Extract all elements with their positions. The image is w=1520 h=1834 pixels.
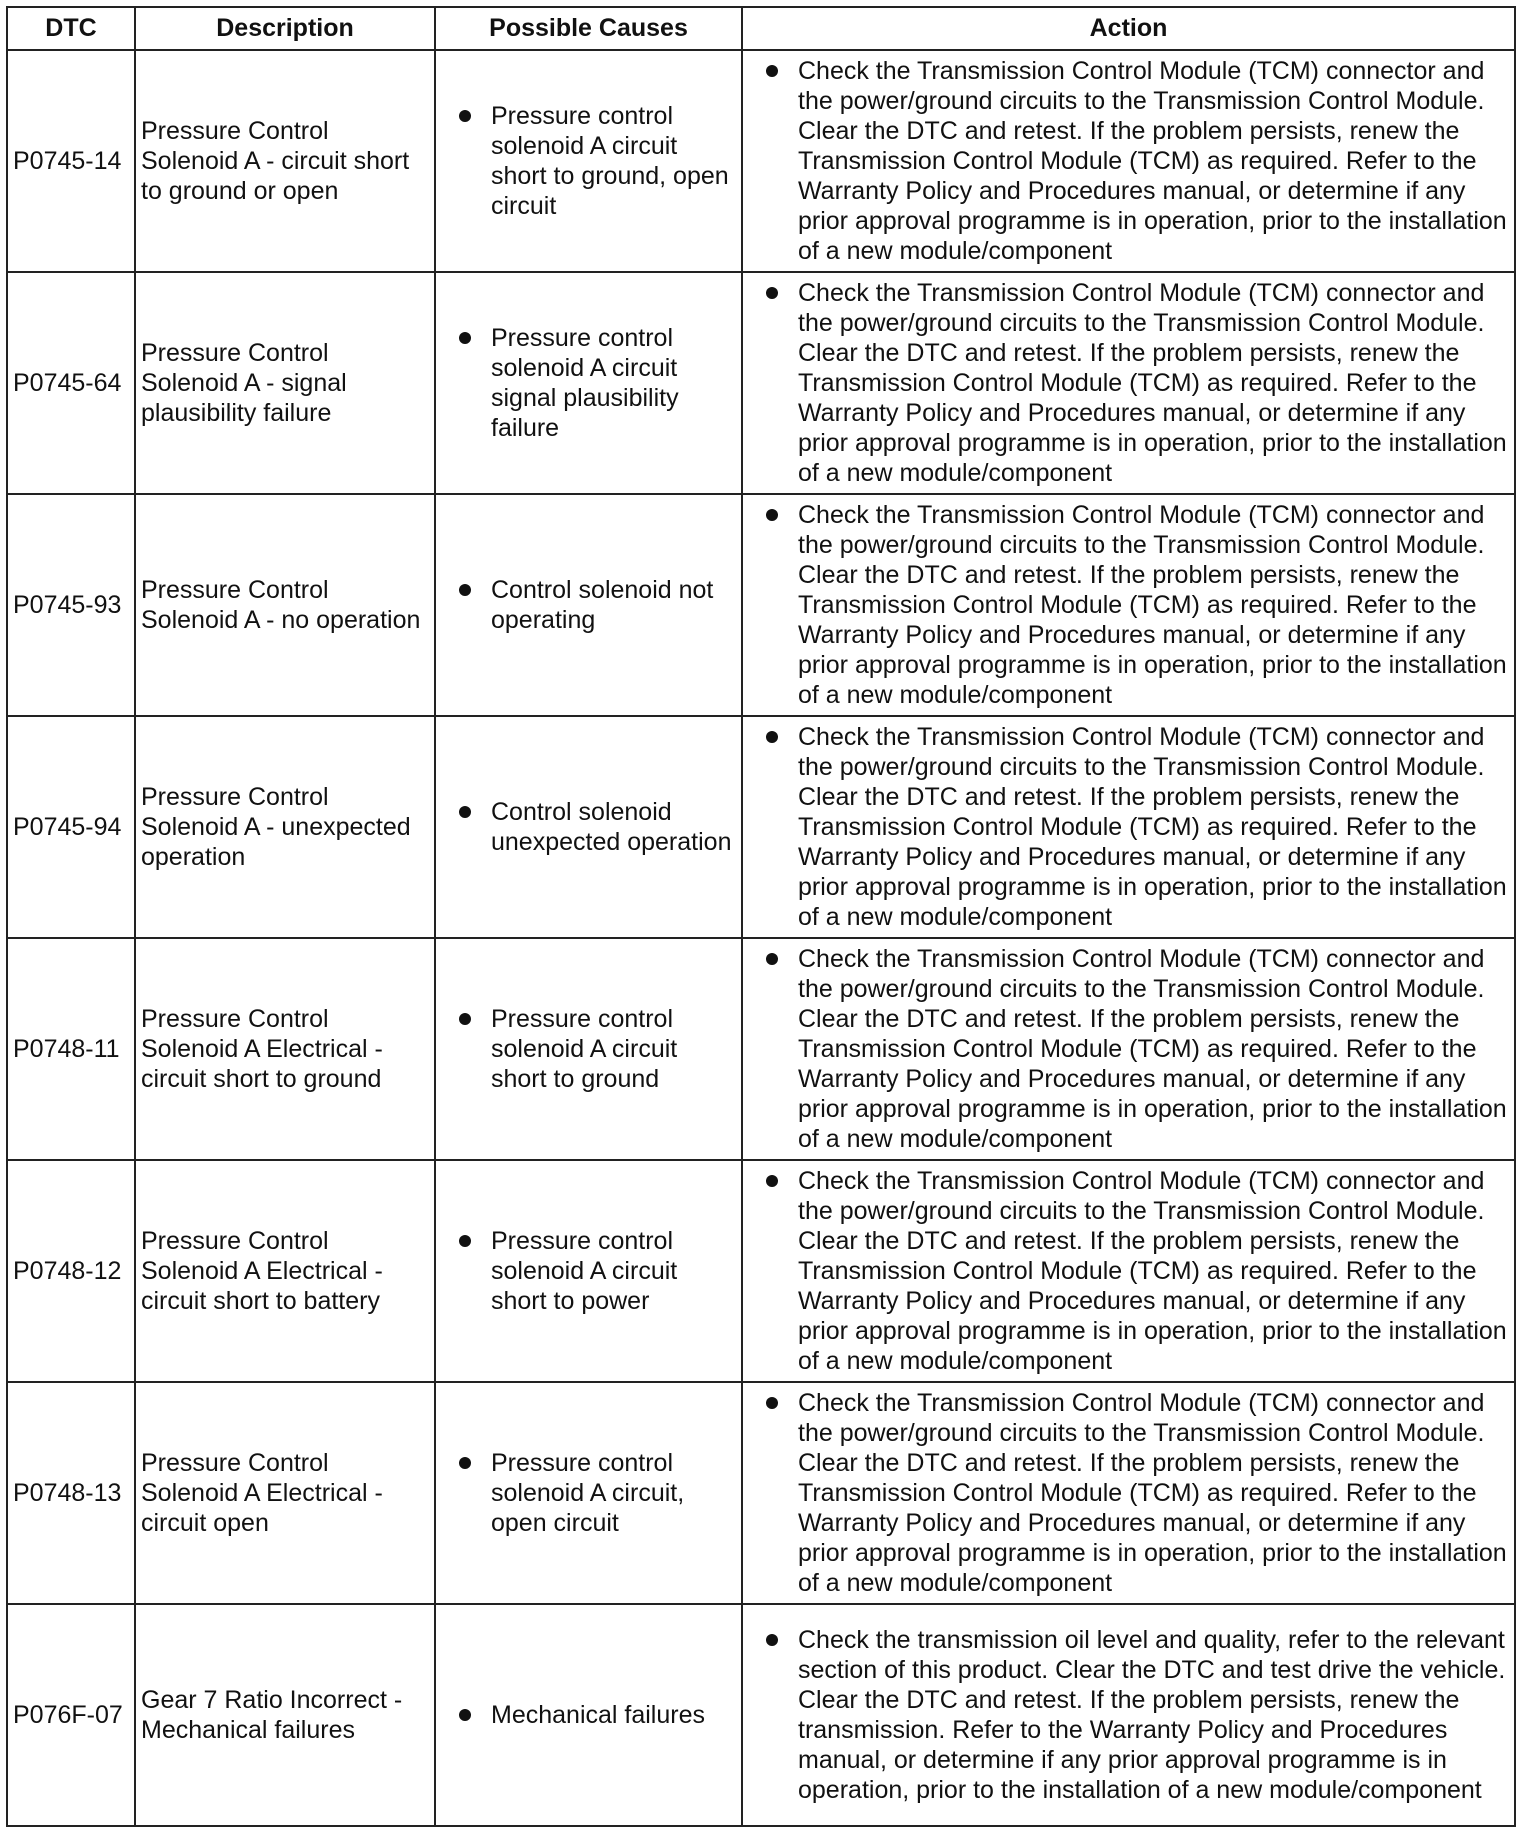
bullet-icon	[459, 110, 471, 122]
action-cell	[742, 938, 1515, 1160]
dtc-code: P0745-14	[7, 50, 135, 272]
dtc-code: P0748-12	[7, 1160, 135, 1382]
bullet-icon	[459, 1013, 471, 1025]
dtc-code: P0745-93	[7, 494, 135, 716]
bullet-icon	[766, 1397, 778, 1409]
table-row	[7, 494, 1515, 716]
header-row	[7, 7, 1515, 50]
description-cell: Pressure Control Solenoid A - no operation	[135, 494, 435, 716]
cause-text: Pressure control solenoid A circuit short to ground, open circuit	[491, 102, 729, 220]
bullet-icon	[766, 65, 778, 77]
description-cell: Pressure Control Solenoid A - unexpected operation	[135, 716, 435, 938]
header-dtc: DTC	[7, 7, 135, 50]
action-text: Check the transmission oil level and quality, refer to the relevant section of this product. Clear the DTC and test drive the vehicle. Clear the DTC and retest. If the problem persists, renew the transmission. Refer to the Warranty Policy and Procedures manual, or determine if any prior approval programme is in operation, prior to the installation of a new module/component	[798, 1626, 1506, 1804]
action-text: Check the Transmission Control Module (TCM) connector and the power/ground circuits to the Transmission Control Module. Clear the DTC and retest. If the problem persists, renew the Transmission Control Module (TCM) as required. Refer to the Warranty Policy and Procedures manual, or determine if any prior approval programme is in operation, prior to the installation of a new module/component	[798, 279, 1507, 487]
table-row	[7, 1160, 1515, 1382]
table-row	[7, 938, 1515, 1160]
cause-text: Pressure control solenoid A circuit, open circuit	[491, 1449, 685, 1537]
bullet-icon	[459, 806, 471, 818]
causes-cell	[435, 938, 742, 1160]
bullet-icon	[766, 1175, 778, 1187]
action-cell	[742, 50, 1515, 272]
description-cell: Pressure Control Solenoid A Electrical - circuit open	[135, 1382, 435, 1604]
action-text: Check the Transmission Control Module (TCM) connector and the power/ground circuits to the Transmission Control Module. Clear the DTC and retest. If the problem persists, renew the Transmission Control Module (TCM) as required. Refer to the Warranty Policy and Procedures manual, or determine if any prior approval programme is in operation, prior to the installation of a new module/component	[798, 1389, 1507, 1597]
table-row	[7, 50, 1515, 272]
bullet-icon	[766, 1634, 778, 1646]
action-text: Check the Transmission Control Module (TCM) connector and the power/ground circuits to the Transmission Control Module. Clear the DTC and retest. If the problem persists, renew the Transmission Control Module (TCM) as required. Refer to the Warranty Policy and Procedures manual, or determine if any prior approval programme is in operation, prior to the installation of a new module/component	[798, 501, 1507, 709]
header-description: Description	[135, 7, 435, 50]
bullet-icon	[459, 584, 471, 596]
cause-text: Control solenoid not operating	[491, 576, 714, 634]
bullet-icon	[459, 1235, 471, 1247]
dtc-code: P0745-64	[7, 272, 135, 494]
bullet-icon	[766, 731, 778, 743]
table-row	[7, 272, 1515, 494]
causes-cell	[435, 1160, 742, 1382]
causes-cell	[435, 716, 742, 938]
action-cell	[742, 272, 1515, 494]
dtc-code: P0745-94	[7, 716, 135, 938]
cause-text: Control solenoid unexpected operation	[491, 798, 732, 856]
action-text: Check the Transmission Control Module (TCM) connector and the power/ground circuits to the Transmission Control Module. Clear the DTC and retest. If the problem persists, renew the Transmission Control Module (TCM) as required. Refer to the Warranty Policy and Procedures manual, or determine if any prior approval programme is in operation, prior to the installation of a new module/component	[798, 1167, 1507, 1375]
bullet-icon	[459, 332, 471, 344]
bullet-icon	[766, 287, 778, 299]
header-possible-causes: Possible Causes	[435, 7, 742, 50]
action-text: Check the Transmission Control Module (TCM) connector and the power/ground circuits to the Transmission Control Module. Clear the DTC and retest. If the problem persists, renew the Transmission Control Module (TCM) as required. Refer to the Warranty Policy and Procedures manual, or determine if any prior approval programme is in operation, prior to the installation of a new module/component	[798, 57, 1507, 265]
table-row	[7, 1382, 1515, 1604]
action-cell	[742, 1382, 1515, 1604]
dtc-code: P0748-13	[7, 1382, 135, 1604]
description-cell: Pressure Control Solenoid A - signal plausibility failure	[135, 272, 435, 494]
action-text: Check the Transmission Control Module (TCM) connector and the power/ground circuits to the Transmission Control Module. Clear the DTC and retest. If the problem persists, renew the Transmission Control Module (TCM) as required. Refer to the Warranty Policy and Procedures manual, or determine if any prior approval programme is in operation, prior to the installation of a new module/component	[798, 723, 1507, 931]
cause-text: Pressure control solenoid A circuit short to power	[491, 1227, 678, 1315]
description-cell: Pressure Control Solenoid A Electrical - circuit short to battery	[135, 1160, 435, 1382]
bullet-icon	[766, 953, 778, 965]
action-text: Check the Transmission Control Module (TCM) connector and the power/ground circuits to the Transmission Control Module. Clear the DTC and retest. If the problem persists, renew the Transmission Control Module (TCM) as required. Refer to the Warranty Policy and Procedures manual, or determine if any prior approval programme is in operation, prior to the installation of a new module/component	[798, 945, 1507, 1153]
dtc-code: P0748-11	[7, 938, 135, 1160]
bullet-icon	[766, 509, 778, 521]
header-action: Action	[742, 7, 1515, 50]
table-row	[7, 716, 1515, 938]
bullet-icon	[459, 1457, 471, 1469]
table-row	[7, 1604, 1515, 1826]
action-cell	[742, 716, 1515, 938]
causes-cell	[435, 50, 742, 272]
causes-cell	[435, 272, 742, 494]
causes-cell	[435, 1604, 742, 1826]
cause-text: Mechanical failures	[491, 1701, 705, 1729]
cause-text: Pressure control solenoid A circuit signal plausibility failure	[491, 324, 679, 442]
description-cell: Pressure Control Solenoid A Electrical - circuit short to ground	[135, 938, 435, 1160]
action-cell	[742, 494, 1515, 716]
dtc-code: P076F-07	[7, 1604, 135, 1826]
dtc-table	[6, 6, 1516, 1827]
bullet-icon	[459, 1709, 471, 1721]
description-cell: Gear 7 Ratio Incorrect - Mechanical failures	[135, 1604, 435, 1826]
causes-cell	[435, 1382, 742, 1604]
description-cell: Pressure Control Solenoid A - circuit short to ground or open	[135, 50, 435, 272]
action-cell	[742, 1160, 1515, 1382]
action-cell	[742, 1604, 1515, 1826]
cause-text: Pressure control solenoid A circuit short to ground	[491, 1005, 678, 1093]
causes-cell	[435, 494, 742, 716]
